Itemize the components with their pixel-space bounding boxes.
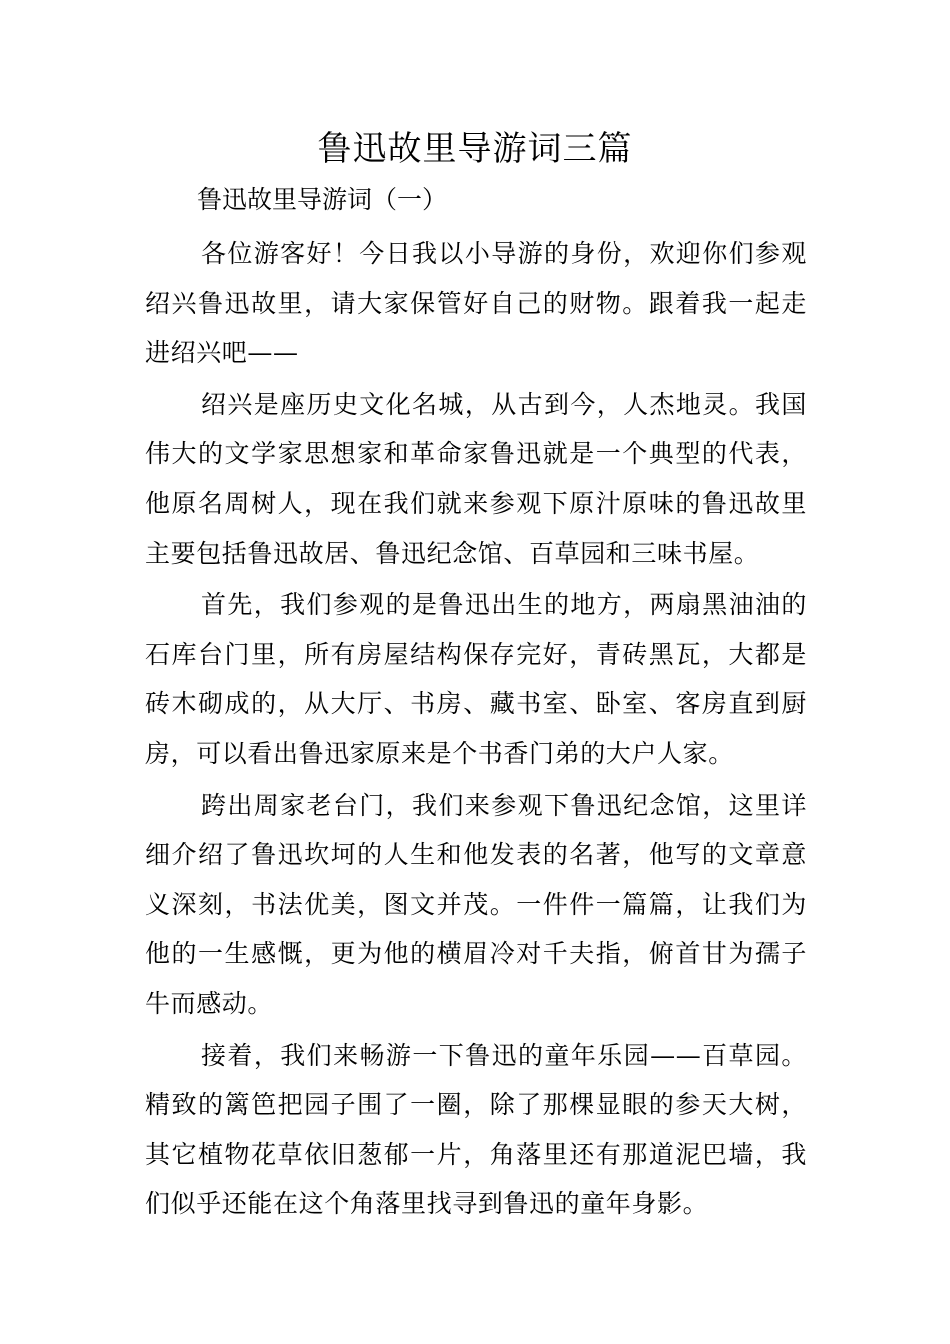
paragraph-former-residence: 首先，我们参观的是鲁迅出生的地方，两扇黑油油的石库台门里，所有房屋结构保存完好，青砖黑瓦，大都是砖木砌成的，从大厅、书房、藏书室、卧室、客房直到厨房，可以看出鲁迅家原来是个书香门弟的大户人家。: [145, 590, 807, 768]
document-body: [145, 229, 807, 1231]
paragraph-baicao-garden: 接着，我们来畅游一下鲁迅的童年乐园——百草园。精致的篱笆把园子围了一圈，除了那棵显眼的参天大树，其它植物花草依旧葱郁一片，角落里还有那道泥巴墙，我们似乎还能在这个角落里找寻到鲁迅的童年身影。: [145, 1040, 807, 1219]
document-title: 鲁迅故里导游词三篇: [317, 129, 633, 169]
section-heading: 鲁迅故里导游词（一）: [197, 185, 448, 214]
paragraph-memorial-hall: 跨出周家老台门，我们来参观下鲁迅纪念馆，这里详细介绍了鲁迅坎坷的人生和他发表的名著，他写的文章意义深刻，书法优美，图文并茂。一件件一篇篇，让我们为他的一生感慨，更为他的横眉冷对千夫指，俯首甘为孺子牛而感动。: [145, 790, 807, 1018]
paragraph-shaoxing-intro: 绍兴是座历史文化名城，从古到今，人杰地灵。我国伟大的文学家思想家和革命家鲁迅就是一个典型的代表，他原名周树人，现在我们就来参观下原汁原味的鲁迅故里主要包括鲁迅故居、鲁迅纪念馆、百草园和三味书屋。: [145, 389, 807, 568]
paragraph-welcome: 各位游客好！今日我以小导游的身份，欢迎你们参观绍兴鲁迅故里，请大家保管好自己的财物。跟着我一起走进绍兴吧——: [145, 239, 807, 368]
